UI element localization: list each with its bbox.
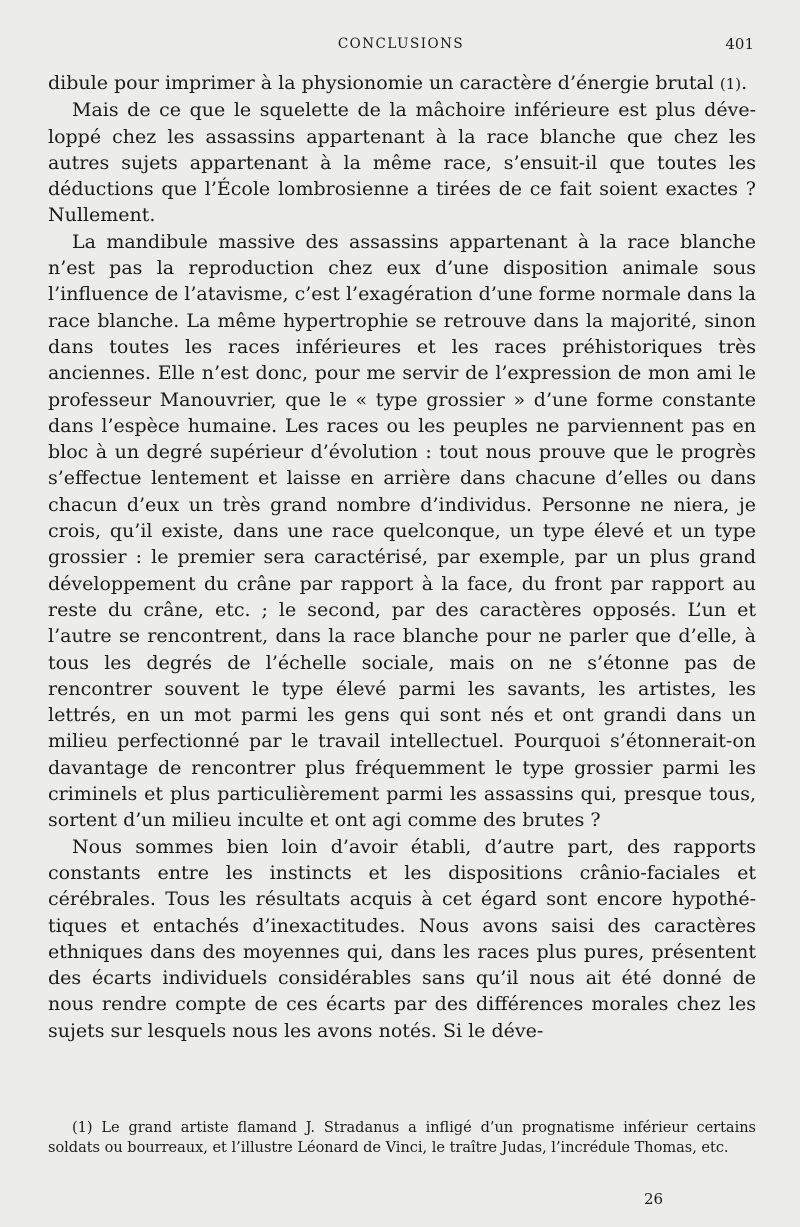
paragraph-continued-text: dibule pour imprimer à la physionomie un caractère d’énergie brutal [48,72,714,94]
paragraph-continued-end: . [741,72,748,94]
signature-mark: 26 [644,1190,664,1208]
paragraph-4: Nous sommes bien loin d’avoir établi, d’autre part, des rapports constants entre les instincts et les dispositions crânio-faciales et cérébrales. Tous les résultats acquis à cet égard sont encore hypothétiques et entachés d’inexactitudes. Nous avons saisi des caractères ethniques dans des moyennes qui, dans les races plus pures, présentent des écarts individuels considérables sans qu’il nous ait été donné de nous rendre compte de ces écarts par des différences morales chez les sujets sur lesquels nous les avons notés. Si le déve- [48,835,756,1042]
footnote-reference: (1) [719,75,742,93]
paragraph-2: Mais de ce que le squelette de la mâchoire inférieure est plus développé chez les assassins appartenant à la race blanche que chez les autres sujets appartenant à la même race, s’ensuit-il que toutes les déductions que l’École lombrosienne a tirées de ce fait soient exactes ? Nullement. [48,99,756,227]
page-header [48,32,754,60]
page-number: 401 [725,35,754,53]
paragraph-continued [48,70,756,97]
footnote [48,1118,756,1158]
body-text [48,70,756,1044]
running-head: CONCLUSIONS [337,36,465,52]
paragraph-3: La mandibule massive des assassins appartenant à la race blanche n’est pas la reproduction chez eux d’une disposition animale sous l’influence de l’atavisme, c’est l’exagération d’une forme normale dans la race blanche. La même hypertrophie se retrouve dans la majorité, sinon dans toutes les races inférieures et les races préhistoriques très anciennes. Elle n’est donc, pour me servir de l’expression de mon ami le professeur Manouvrier, que le « type grossier » d’une forme constante dans l’espèce humaine. Les races ou les peuples ne parviennent pas en bloc à un degré supérieur d’évolution : tout nous prouve que le progrès s’effectue lentement et laisse en arrière dans chacune d’elles ou dans chacun d’eux un très grand nombre d’individus. Personne ne niera, je crois, qu’il existe, dans une race quelconque, un type élevé et un type grossier : le premier sera caractérisé, par exemple, par un plus grand développement du crâne par rapport à la face, du front par rapport au reste du crâne, etc. ; le second, par des caractères opposés. L’un et l’autre se rencontrent, dans la race blanche pour ne parler que d’elle, à tous les degrés de l’échelle sociale, mais on ne s’étonne pas de rencontrer souvent le type élevé parmi les savants, les artistes, les lettrés, en un mot parmi les gens qui sont nés et ont grandi dans un milieu perfectionné par le travail intellectuel. Pourquoi s’étonnerait-on davantage de rencontrer plus fréquemment le type grossier parmi les criminels et plus particulièrement parmi les assassins qui, presque tous, sortent d’un milieu inculte et ont agi comme des brutes ? [48,230,756,832]
footnote-text: (1) Le grand artiste flamand J. Stradanus a infligé d’un prognatisme inférieur certains soldats ou bourreaux, et l’illustre Léonard de Vinci, le traître Judas, l’incrédule Thomas, etc. [48,1120,756,1156]
